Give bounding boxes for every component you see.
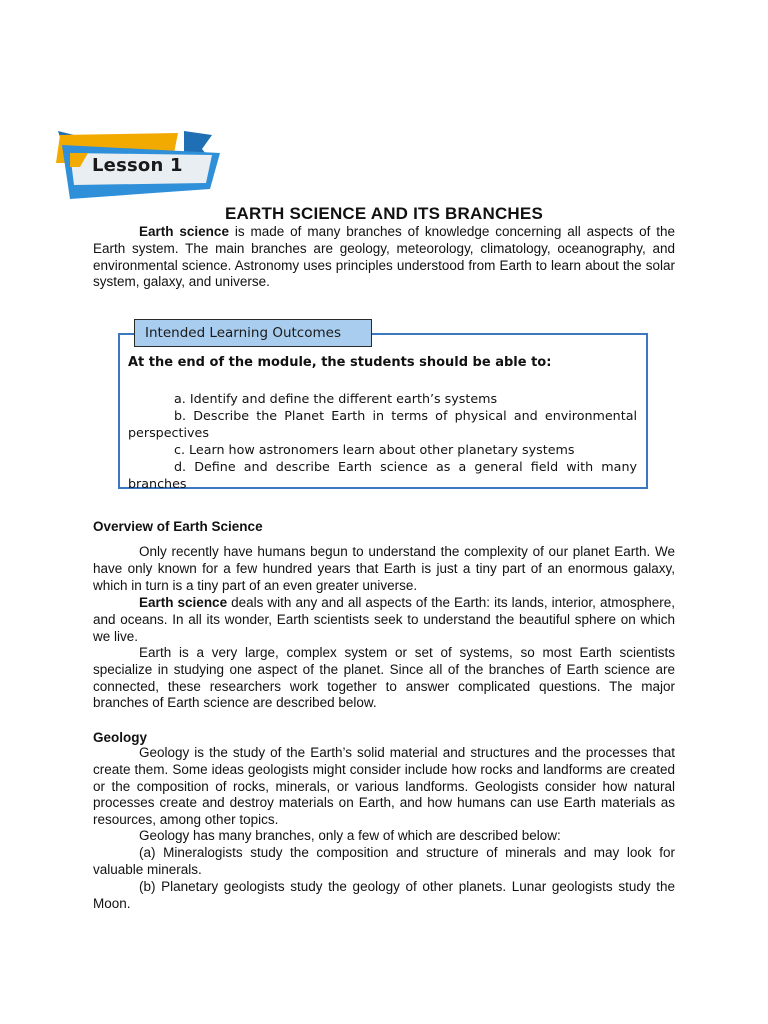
page-title: EARTH SCIENCE AND ITS BRANCHES <box>224 204 543 223</box>
overview-paragraph-3: Earth is a very large, complex system or set of systems, so most Earth scientists specialize in studying one aspect of the planet. Since all of the branches of Earth science are connected, these researchers work together to answer complicated questions. The major branches of Earth science are described below. <box>93 645 675 711</box>
overview-heading: Overview of Earth Science <box>93 519 263 534</box>
geology-paragraph-1: Geology is the study of the Earth’s solid material and structures and the processes that create them. Some ideas geologists might consider include how rocks and landforms are created or the composition of rocks, minerals, or various landforms. Geologists consider how natural processes create and destroy materials on Earth, and how humans can use Earth materials as resources, among other topics. <box>93 745 675 828</box>
lesson-label: Lesson 1 <box>92 155 183 176</box>
intro-text: is made of many branches of knowledge concerning all aspects of the Earth system. The main branches are geology, meteorology, climatology, oceanography, and environmental science. Astronomy uses principles understood from Earth to learn about the solar system, galaxy, and universe. <box>93 224 675 290</box>
overview-p2-text: deals with any and all aspects of the Earth: its lands, interior, atmosphere, and oceans. In all its wonder, Earth scientists seek to understand the beautiful sphere on which we live. <box>93 595 676 644</box>
outcome-item: a. Identify and define the different earth’s systems <box>174 391 498 406</box>
lesson-ribbon <box>52 127 224 207</box>
outcome-item: b. Describe the Planet Earth in terms of physical and environmental perspectives <box>128 408 637 440</box>
outcome-item: d. Define and describe Earth science as a general field with many branches <box>128 459 637 491</box>
geology-paragraph-2: Geology has many branches, only a few of which are described below: <box>139 828 561 843</box>
geology-paragraph-4: (b) Planetary geologists study the geology of other planets. Lunar geologists study the Moon. <box>93 879 675 911</box>
learning-outcomes-tab: Intended Learning Outcomes <box>134 319 372 347</box>
overview-paragraph-1: Only recently have humans begun to understand the complexity of our planet Earth. We have only known for a few hundred years that Earth is just a tiny part of an enormous galaxy, which in turn is a tiny part of an even greater universe. <box>93 544 675 593</box>
outcomes-lead: At the end of the module, the students should be able to: <box>128 355 552 370</box>
overview-paragraph-2 <box>93 595 675 645</box>
overview-bold-term: Earth science <box>139 595 228 610</box>
intro-paragraph <box>93 224 675 291</box>
geology-heading: Geology <box>93 730 148 745</box>
outcome-item: c. Learn how astronomers learn about other planetary systems <box>174 442 575 457</box>
intro-bold-term: Earth science <box>139 224 229 239</box>
geology-paragraph-3: (a) Mineralogists study the composition and structure of minerals and may look for valuable minerals. <box>93 845 675 877</box>
